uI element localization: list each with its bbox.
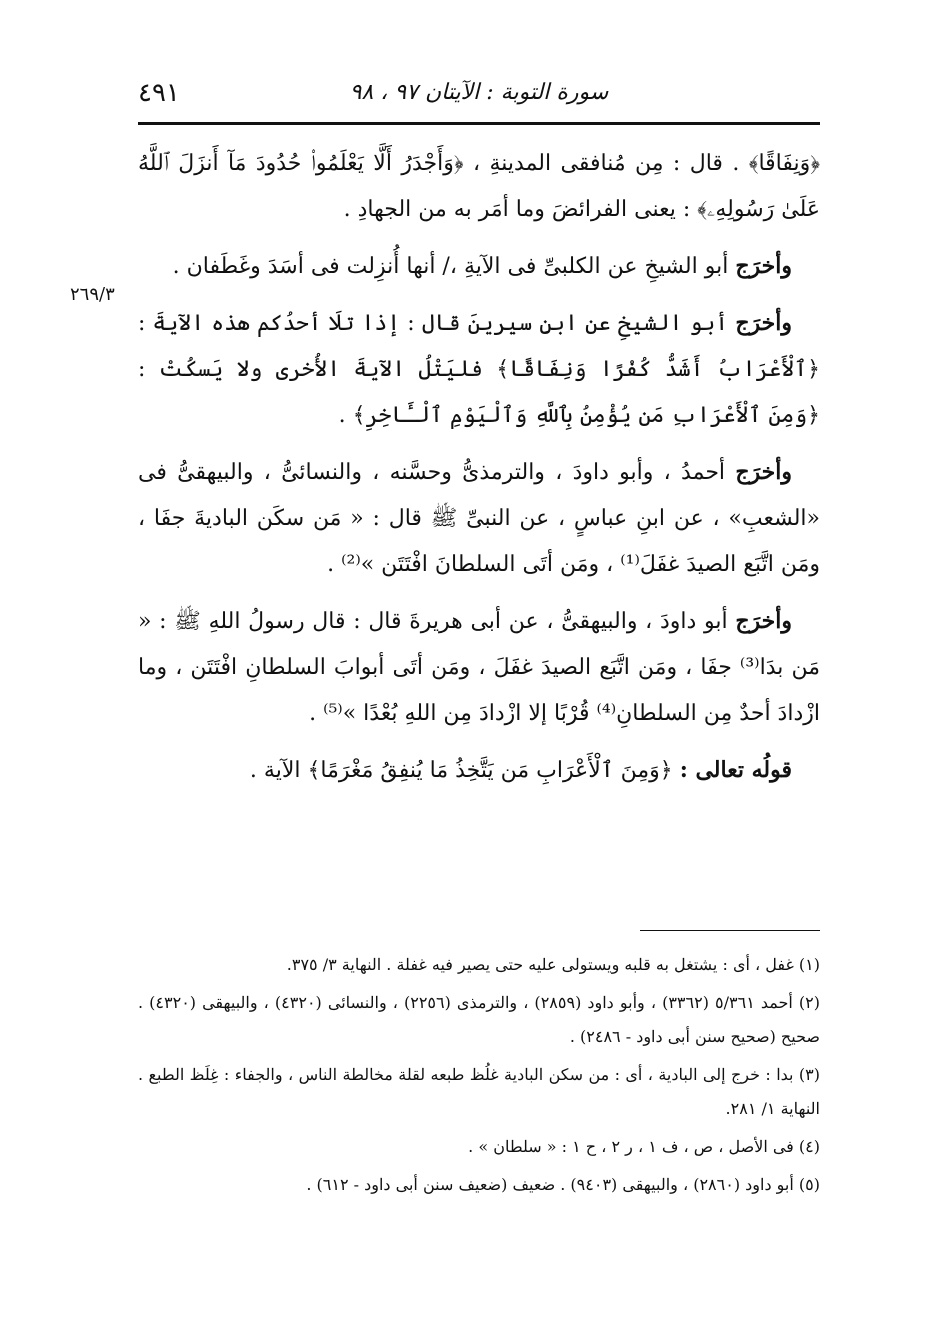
paragraph-text: أبو الشيخِ عن الكلبىِّ فى الآيةِ ،/ أنها أُنزِلت فى أسَدَ وغَطَفان . <box>172 254 736 279</box>
running-title: سورة التوبة : الآيتان ٩٧ ، ٩٨ <box>349 80 609 105</box>
paragraph <box>138 300 820 439</box>
footnote-separator <box>640 930 820 931</box>
footnote: (٢) أحمد ٥/٣٦١ (٣٣٦٢) ، وأبو داود (٢٨٥٩) ، والترمذى (٢٢٥٦) ، والنسائى (٤٣٢٠) ، والبيهقى (٤٣٢٠) . صحيح (صحيح سنن أبى داود - ٢٤٨٦) . <box>138 993 821 1046</box>
paragraph <box>138 598 820 737</box>
paragraph <box>138 747 820 794</box>
paragraph <box>138 140 820 233</box>
page-number: ٤٩١ <box>138 78 180 108</box>
footnote: (٥) أبو داود (٢٨٦٠) ، والبيهقى (٩٤٠٣) . ضعيف (ضعيف سنن أبى داود - ٦١٢) . <box>306 1175 820 1194</box>
paragraph-lead: وأخرَج <box>735 253 792 279</box>
paragraph-text: أحمدُ ، وأبو داودَ ، والترمذىُّ وحسَّنه ، والنسائىُّ ، والبيهقىُّ فى «الشعبِ» ، عن ابنِ عباسٍ ، عن النبىِّ ﷺ قال : « مَن سكَن الباديةَ جفَا ، ومَن اتَّبَع الصيدَ غفَلَ⁽¹⁾ ، ومَن أتَى السلطانَ افْتَتَن »⁽²⁾ . <box>138 460 820 577</box>
paragraph-text: أبو الشيخِ عن ابنِ سيرينَ قال : إذا تلَا أحدُكم هذه الآيةَ : ﴿ٱلْأَعْرَابُ أَشَدُّ كُفْرًا وَنِفَاقًا﴾ فليَتْلُ الآيةَ الأُخرى ولا يَسكُتْ : ﴿وَمِنَ ٱلْأَعْرَابِ مَن يُؤْمِنُ بِٱللَّهِ وَٱلْيَوْمِ ٱلْـَٔاخِرِ﴾ . <box>138 311 820 428</box>
paragraph-lead: وأخرَج <box>735 459 792 485</box>
header-rule <box>138 122 820 125</box>
paragraph-lead: قولُه تعالى : <box>679 757 792 783</box>
paragraph-lead: وأخرَج <box>735 310 792 336</box>
footnote: (٣) بدا : خرج إلى البادية ، أى : من سكن البادية غلُظ طبعه لقلة مخالطة الناس ، والجفاء : غِلَظ الطبع . النهاية ١/ ٢٨١. <box>138 1065 821 1118</box>
page-header <box>138 78 820 118</box>
main-text <box>138 140 820 804</box>
paragraph <box>138 243 820 290</box>
footnote: (١) غفل ، أى : يشتغل به قلبه ويستولى عليه حتى يصير فيه غفلة . النهاية ٣/ ٣٧٥. <box>286 955 820 974</box>
footnotes <box>138 948 820 1206</box>
footnote: (٤) فى الأصل ، ص ، ف ١ ، ر ٢ ، ح ١ : « سلطان » . <box>468 1137 820 1156</box>
paragraph-text: ﴿وَمِنَ ٱلْأَعْرَابِ مَن يَتَّخِذُ مَا يُنفِقُ مَغْرَمًا﴾ الآية . <box>249 758 680 783</box>
paragraph-lead: وأخرَج <box>735 608 792 634</box>
paragraph-text: أبو داودَ ، والبيهقىُّ ، عن أبى هريرةَ قال : قال رسولُ اللهِ ﷺ : « مَن بدَا⁽³⁾ جفَا ، ومَن اتَّبَع الصيدَ غفَلَ ، ومَن أتَى أبوابَ السلطانِ افْتَتَن ، وما ازْدادَ أحدٌ مِن السلطانِ⁽⁴⁾ قُرْبًا إلا ازْدادَ مِن اللهِ بُعْدًا »⁽⁵⁾ . <box>138 609 820 726</box>
paragraph-text: ﴿وَنِفَاقًا﴾ . قال : مِن مُنافقى المدينةِ ، ﴿وَأَجْدَرُ أَلَّا يَعْلَمُوا۟ حُدُودَ مَآ أَنزَلَ ٱللَّهُ عَلَىٰ رَسُولِهِۦ﴾ : يعنى الفرائضَ وما أمَر به من الجهادِ . <box>138 151 820 222</box>
margin-reference: ٢٦٩/٣ <box>70 284 115 305</box>
paragraph <box>138 449 820 588</box>
